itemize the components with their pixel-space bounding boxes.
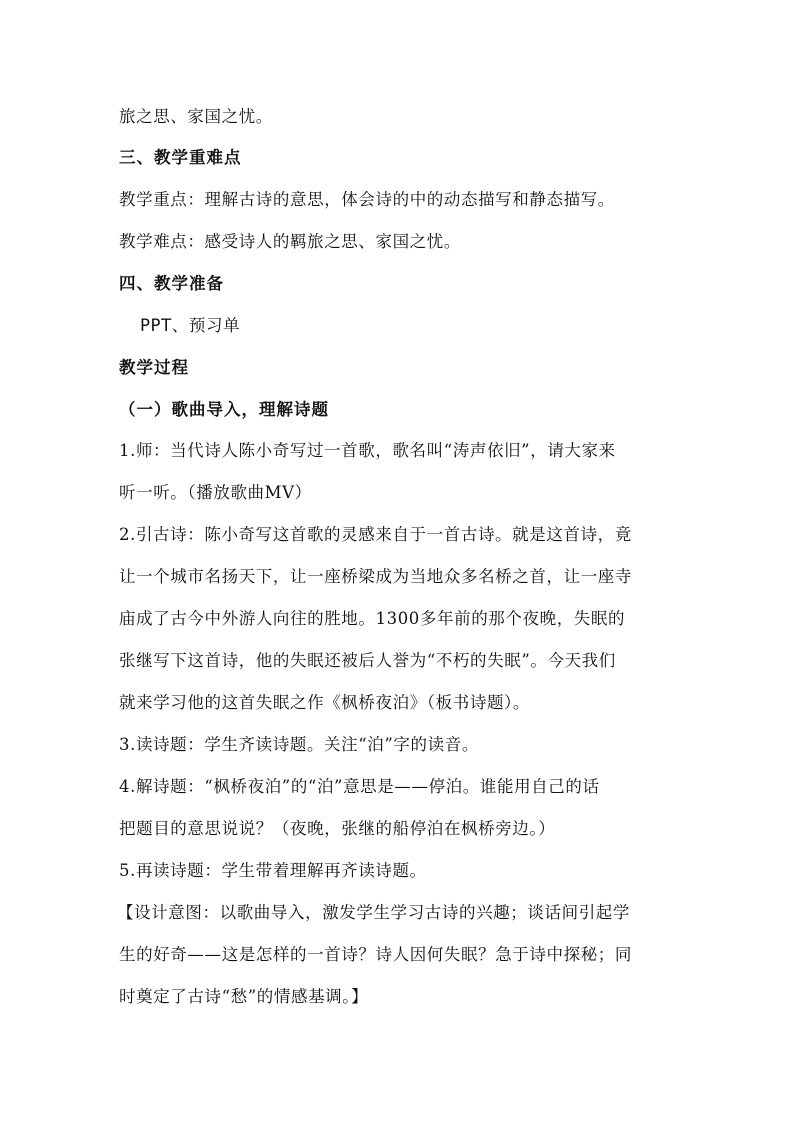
text-line-step2-e: 就来学习他的这首失眠之作《枫桥夜泊》（板书诗题）。: [119, 693, 530, 712]
section-heading-preparation: 四、教学准备: [119, 274, 224, 293]
text-line-step2-b: 让一个城市名扬天下，让一座桥梁成为当地众多名桥之首，让一座寺: [119, 567, 632, 586]
text-line-step1-a: 1.师：当代诗人陈小奇写过一首歌，歌名叫“涛声依旧”，请大家来: [119, 441, 616, 460]
text-line-step5: 5.再读诗题：学生带着理解再齐读诗题。: [119, 861, 427, 880]
text-line-step2-a: 2.引古诗：陈小奇写这首歌的灵感来自于一首古诗。就是这首诗，竟: [119, 525, 632, 544]
text-line-materials: PPT、预习单: [140, 316, 241, 335]
text-line-step1-b: 听一听。（播放歌曲MV）: [119, 483, 312, 502]
text-line-intro-end: 旅之思、家国之忧。: [119, 107, 273, 126]
text-line-step4-a: 4.解诗题：“枫桥夜泊”的“泊”意思是——停泊。谁能用自己的话: [119, 777, 600, 796]
text-line-difficulty: 教学难点：感受诗人的羁旅之思、家国之忧。: [119, 232, 461, 251]
text-line-step2-d: 张继写下这首诗，他的失眠还被后人誉为“不朽的失眠”。今天我们: [119, 651, 616, 670]
section-heading-key-points: 三、教学重难点: [119, 148, 242, 167]
text-line-step2-c: 庙成了古今中外游人向往的胜地。1300多年前的那个夜晚，失眠的: [119, 609, 626, 628]
text-line-design-intent-a: 【设计意图：以歌曲导入，激发学生学习古诗的兴趣；谈话间引起学: [117, 903, 630, 922]
text-line-step3: 3.读诗题：学生齐读诗题。关注“泊”字的读音。: [119, 735, 479, 754]
text-line-step4-b: 把题目的意思说说？（夜晚，张继的船停泊在枫桥旁边。）: [119, 819, 556, 838]
section-heading-process: 教学过程: [119, 358, 189, 377]
text-line-design-intent-c: 时奠定了古诗“愁”的情感基调。】: [119, 987, 369, 1006]
text-line-design-intent-b: 生的好奇——这是怎样的一首诗？诗人因何失眠？急于诗中探秘；同: [119, 945, 632, 964]
text-line-key-point: 教学重点：理解古诗的意思，体会诗的中的动态描写和静态描写。: [119, 190, 615, 209]
subsection-heading-song-intro: （一）歌曲导入，理解诗题: [119, 400, 329, 419]
